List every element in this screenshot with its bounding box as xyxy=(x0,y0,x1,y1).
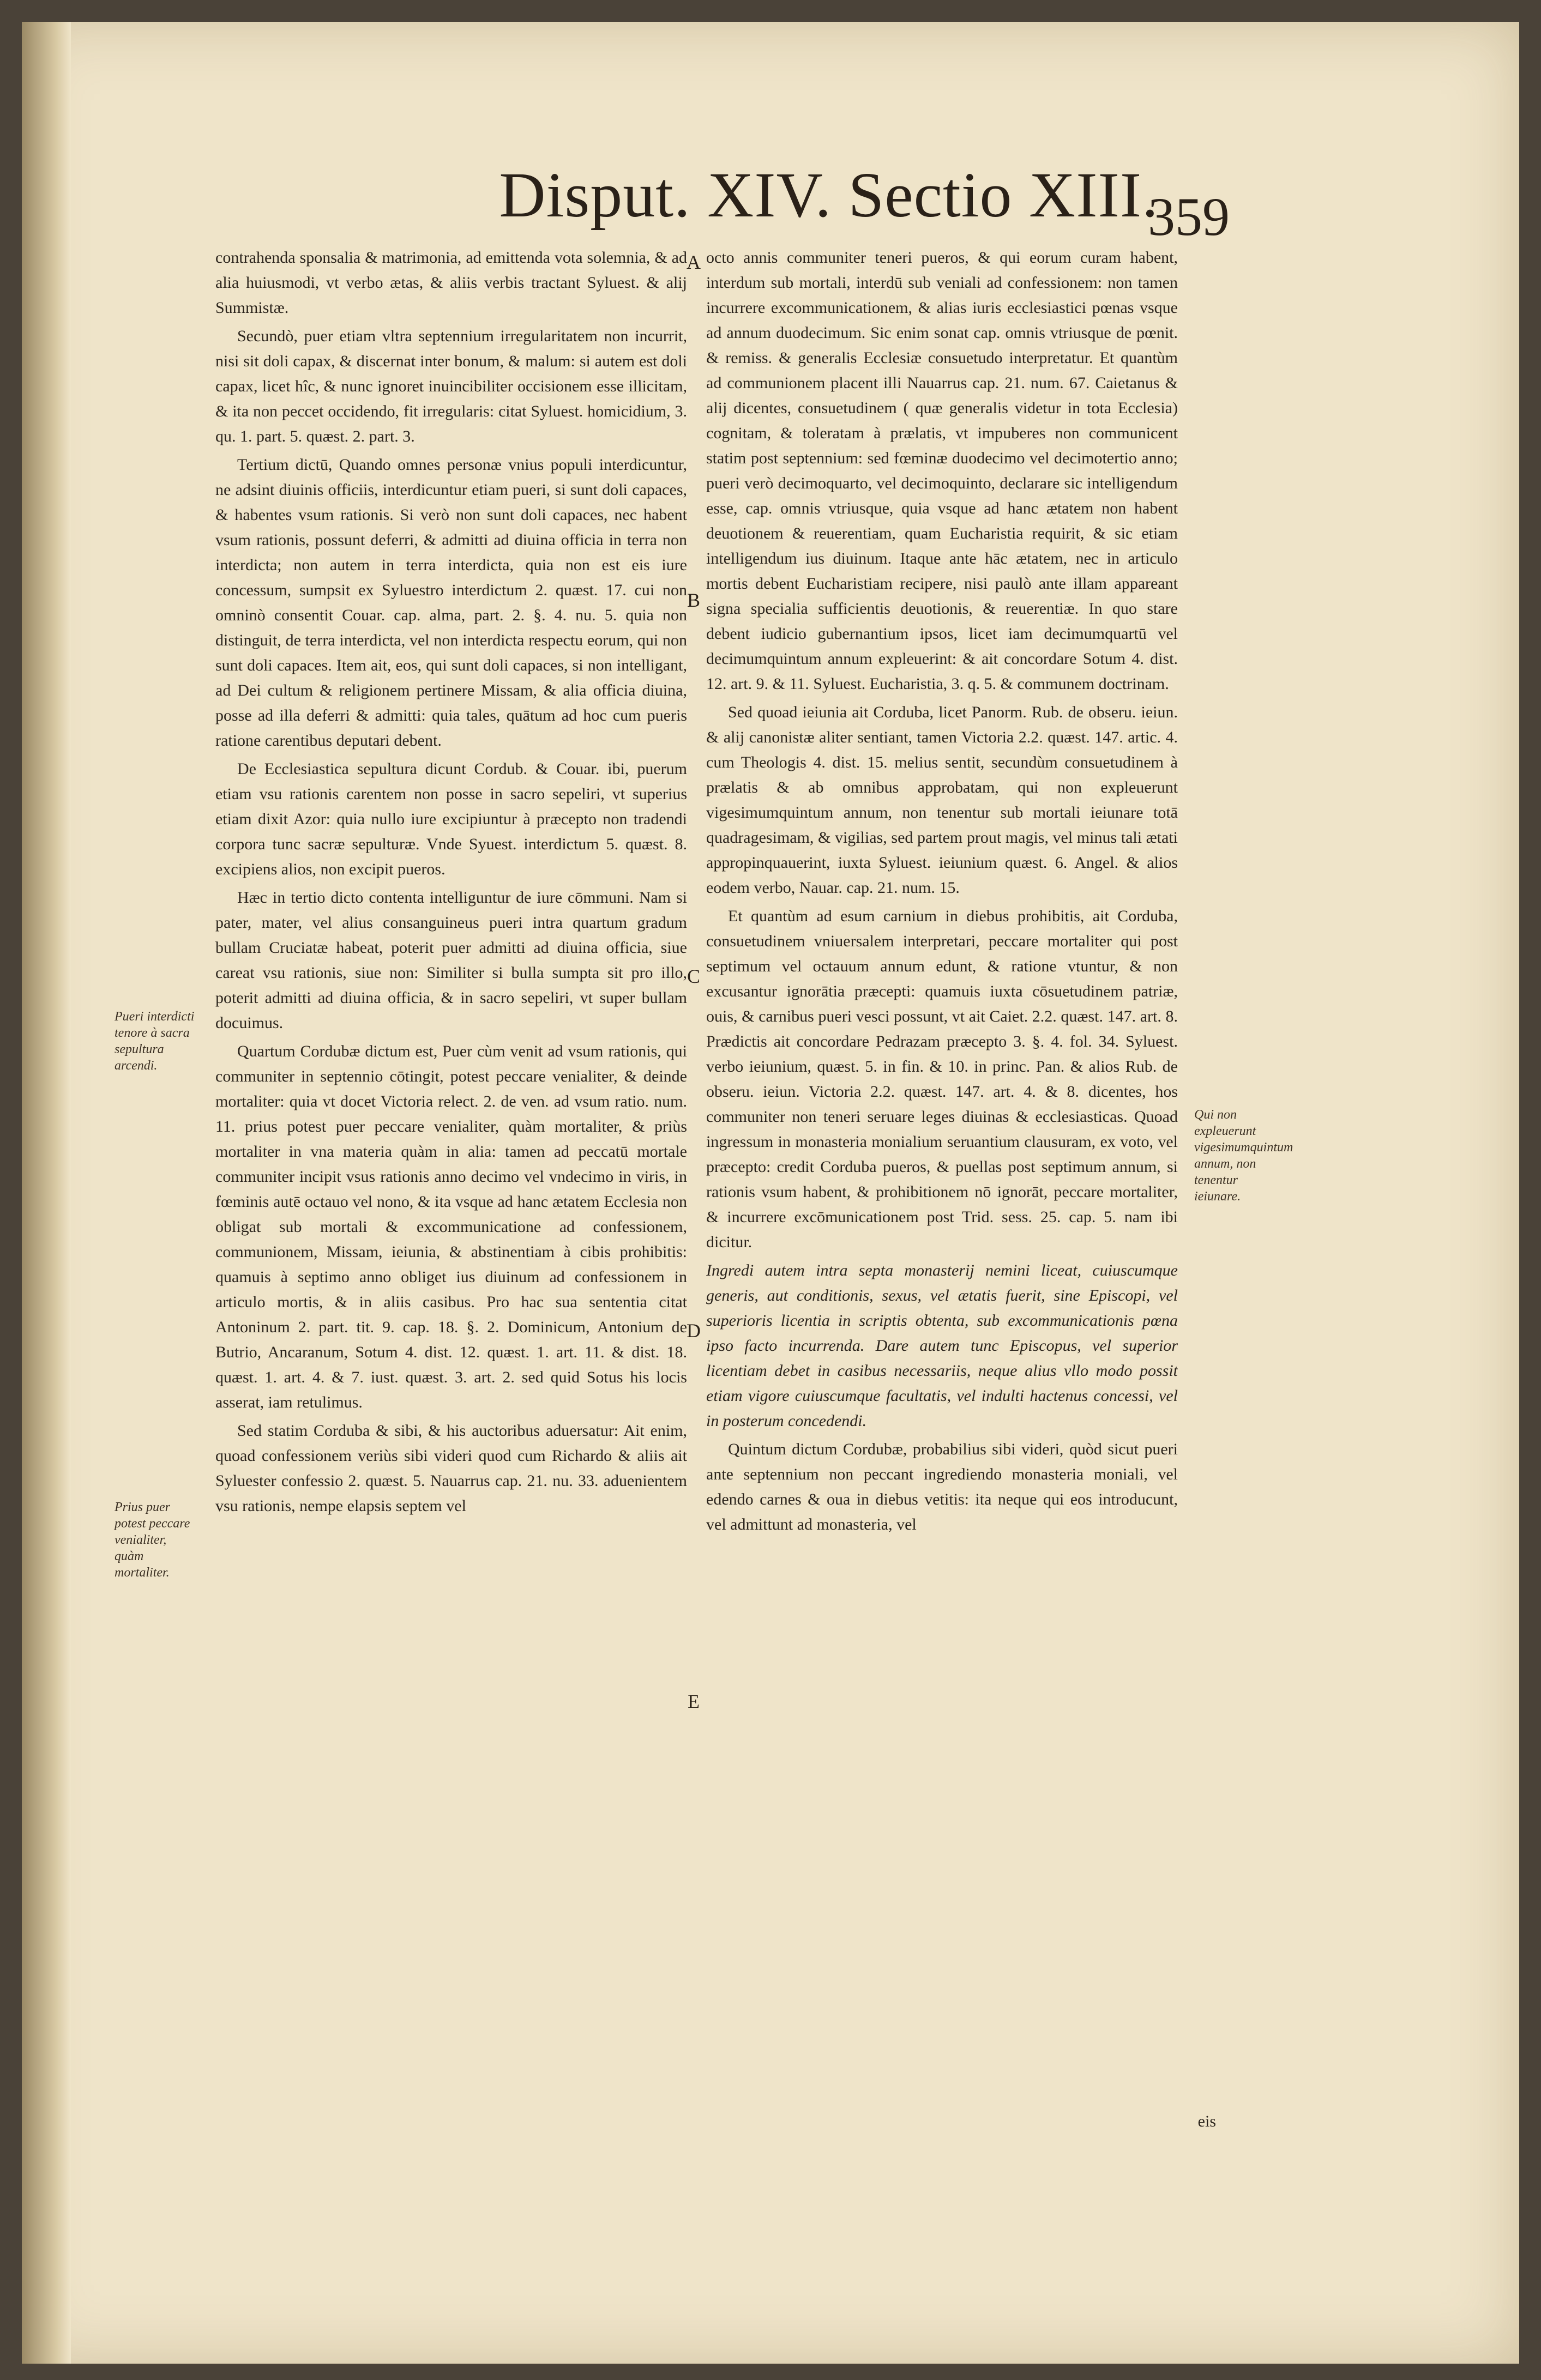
running-head: Disput. XIV. Sectio XIII. xyxy=(499,159,1159,231)
paragraph: Hæc in tertio dicto contenta intelliguntur de iure cōmmuni. Nam si pater, mater, vel alius consanguineus pueri intra quartum gradum bullam Cruciatæ habeat, poterit puer admitti ad diuina officia, siue careat vsu rationis, siue non: Similiter si bulla sumpta sit pro illo, poterit admitti ad diuina officia, & in sacro sepeliri, vt super bullam docuimus. xyxy=(215,889,687,1032)
paragraph: contrahenda sponsalia & matrimonia, ad emittenda vota solemnia, & ad alia huiusmodi, vt verbo ætas, & aliis verbis tractant Syluest. & alij Summistæ. xyxy=(215,249,687,317)
catchword: eis xyxy=(1197,2112,1216,2130)
page-gutter xyxy=(22,22,71,2364)
section-letter-c: C xyxy=(687,965,700,987)
marginal-note-ieiunare: Qui non expleuerunt vigesimumquintum annum, non tenentur ieiunare. xyxy=(1194,1108,1293,1204)
marginal-note-peccare: Prius puer potest peccare venialiter, quàm mortaliter. xyxy=(115,1500,190,1580)
right-column xyxy=(706,245,1178,2115)
section-letter-d: D xyxy=(687,1320,701,1342)
tridentine-quote: Ingredi autem intra septa monasterij nemini liceat, cuiuscumque generis, aut conditionis, sexus, vel ætatis fuerit, sine Episcopi, vel superioris licentia in scriptis obtenta, sub excommunicationis pœna ipso facto incurrenda. Dare autem tunc Episcopus, vel superior licentiam debet in casibus necessariis, neque alius vllo modo possit etiam vigore cuiuscumque facultatis, vel indulti hactenus concessi, vel in posterum concedendi. xyxy=(706,1261,1178,1430)
paragraph: octo annis communiter teneri pueros, & qui eorum curam habent, interdum sub mortali, interdū sub veniali ad confessionem: non tamen incurrere excommunicationem, & alias iuris ecclesiastici pœnas vsque ad annum duodecimum. Sic enim sonat cap. omnis vtriusque de pœnit. & remiss. & generalis Ecclesiæ consuetudo interpretatur. Et quantùm ad communionem placent illi Nauarrus cap. 21. num. 67. Caietanus & alij dicentes, consuetudinem ( quæ generalis videtur in tota Ecclesia) cognitam, & toleratam à prælatis, vt impuberes non communicent statim post septennium: sed fœminæ duodecimo vel decimotertio anno; pueri verò decimoquarto, vel decimoquinto, declarare sic intelligendum esse, cap. omnis vtriusque, quia vsque ad hanc ætatem non habent deuotionem & reuerentiam, quam Eucharistia requirit, & sic etiam intelligendum ius diuinum. Itaque ante hāc ætatem, nec in articulo mortis debent Eucharistiam recipere, nisi paulò ante illam appareant signa specialia sufficientis deuotionis, & reuerentiæ. In quo stare debent iudicio gubernantium ipsos, licet iam decimumquartū vel decimumquintum annum expleuerint: & ait concordare Sotum 4. dist. 12. art. 9. & 11. Syluest. Eucharistia, 3. q. 5. & communem doctrinam. xyxy=(706,249,1178,693)
book-page xyxy=(22,22,1519,2364)
left-column xyxy=(215,245,687,2115)
folio-number: 359 xyxy=(1148,186,1230,247)
paragraph: Tertium dictū, Quando omnes personæ vnius populi interdicuntur, ne adsint diuinis officiis, interdicuntur etiam pueri, si sunt doli capaces, & habentes vsum rationis. Si verò non sunt doli capaces, nec habent vsum rationis, possunt deferri, & admitti ad diuina officia in terra non interdicta; non autem in terra interdicta, quia non est eis iure concessum, sumpsit ex Syluestro interdictum 2. quæst. 17. cui non omninò consentit Couar. cap. alma, part. 2. §. 4. nu. 5. quia non distinguit, de terra interdicta, vel non interdicta respectu eorum, qui non sunt doli capaces. Item ait, eos, qui sunt doli capaces, si non intelligant, ad Dei cultum & religionem pertinere Missam, & alia officia diuina, posse ad illa deferri & admitti: quia tales, quātum ad hoc cum pueris ratione carentibus deputari debent. xyxy=(215,456,687,750)
paragraph: Quartum Cordubæ dictum est, Puer cùm venit ad vsum rationis, qui communiter in septennio cōtingit, potest peccare venialiter, & deinde mortaliter: quia vt docet Victoria relect. 2. de ven. ad vsum ratio. num. 11. prius potest puer peccare venialiter, quàm mortaliter, & priùs mortaliter in vna materia quàm in alia: tamen ad peccatū mortale communiter incipit vsus rationis anno decimo vel vndecimo in viris, in fœminis autē octauo vel nono, & ita vsque ad hanc ætatem Ecclesia non obligat sub mortali & excommunicatione ad confessionem, communionem, Missam, ieiunia, & abstinentiam à cibis prohibitis: quamuis à septimo anno obliget ius diuinum ad confessionem in articulo mortis, & in aliis casibus. Pro hac sua sententia citat Antoninum 2. part. tit. 9. cap. 18. §. 2. Dominicum, Antonium de Butrio, Ancaranum, Sotum 4. dist. 12. quæst. 1. art. 11. & dist. 18. quæst. 1. art. 4. & 7. iust. quæst. 3. art. 2. sed quid Sotus his locis asserat, iam retulimus. xyxy=(215,1042,687,1411)
paragraph: De Ecclesiastica sepultura dicunt Cordub. & Couar. ibi, puerum etiam vsu rationis carentem non posse in sacro sepeliri, vt superius etiam dixit Azor: quia nullo iure excipiuntur à præcepto non tradendi corpora tunc sacræ sepulturæ. Vnde Syuest. interdictum 5. quæst. 8. excipiens alios, non excipit pueros. xyxy=(215,760,687,878)
paragraph: Quintum dictum Cordubæ, probabilius sibi videri, quòd sicut pueri ante septennium non peccant ingrediendo monasteria moniali, vel edendo carnes & oua in diebus vetitis: ita neque qui eos introducunt, vel admittunt ad monasteria, vel xyxy=(706,1440,1178,1533)
section-letter-e: E xyxy=(688,1690,700,1712)
paragraph: Secundò, puer etiam vltra septennium irregularitatem non incurrit, nisi sit doli capax, & discernat inter bonum, & malum: si autem est doli capax, licet hîc, & nunc ignoret inuincibiliter occisionem esse illicitam, & ita non peccet occidendo, fit irregularis: citat Syluest. homicidium, 3. qu. 1. part. 5. quæst. 2. part. 3. xyxy=(215,327,687,445)
section-letter-a: A xyxy=(687,251,701,273)
section-letter-b: B xyxy=(687,589,700,611)
paragraph-italic-quote xyxy=(706,1258,1178,1434)
marginal-note-sepultura: Pueri interdicti tenore à sacra sepultura arcendi. xyxy=(115,1010,195,1073)
paragraph: Sed statim Corduba & sibi, & his auctoribus aduersatur: Ait enim, quoad confessionem veriùs sibi videri quod cum Richardo & aliis ait Syluester confessio 2. quæst. 5. Nauarrus cap. 21. nu. 33. aduenientem vsu rationis, nempe elapsis septem vel xyxy=(215,1422,687,1515)
paragraph: Sed quoad ieiunia ait Corduba, licet Panorm. Rub. de obseru. ieiun. & alij canonistæ aliter sentiant, tamen Victoria 2.2. quæst. 147. artic. 4. cum Theologis 4. dist. 15. melius sentit, secundùm consuetudinem à prælatis & ab omnibus approbatam, qui non expleuerunt vigesimumquintum annum, non tenentur sub mortali ieiunare totā quadragesimam, & vigilias, sed partem prout magis, vel minus tali ætati appropinquauerint, iuxta Syluest. ieiunium quæst. 6. Angel. & alios eodem verbo, Nauar. cap. 21. num. 15. xyxy=(706,703,1178,897)
paragraph: Et quantùm ad esum carnium in diebus prohibitis, ait Corduba, consuetudinem vniuersalem interpretari, peccare mortaliter qui post septimum vel octauum annum edunt, & ratione vtuntur, & non excusantur ignorātia præcepti: quamuis iuxta cōsuetudinem patriæ, ouis, & carnibus pueri vesci possunt, vt ait Caiet. 2.2. quæst. 147. art. 8. Prædictis ait concordare Pedrazam præcepto 3. §. 4. fol. 34. Syluest. verbo ieiunium, quæst. 5. in fin. & 10. in princ. Pan. & alios Rub. de obseru. ieiun. Victoria 2.2. quæst. 147. art. 4. & 8. dicentes, hos communiter non teneri seruare leges diuinas & ecclesiasticas. Quoad ingressum in monasteria monialium seruantium clausuram, ex voto, vel præcepto: credit Corduba pueros, & puellas post septimum annum, si rationis vsum habent, & prohibitionem nō ignorāt, peccare mortaliter, & incurrere excōmunicationem post Trid. sess. 25. cap. 5. nam ibi dicitur. xyxy=(706,907,1178,1251)
